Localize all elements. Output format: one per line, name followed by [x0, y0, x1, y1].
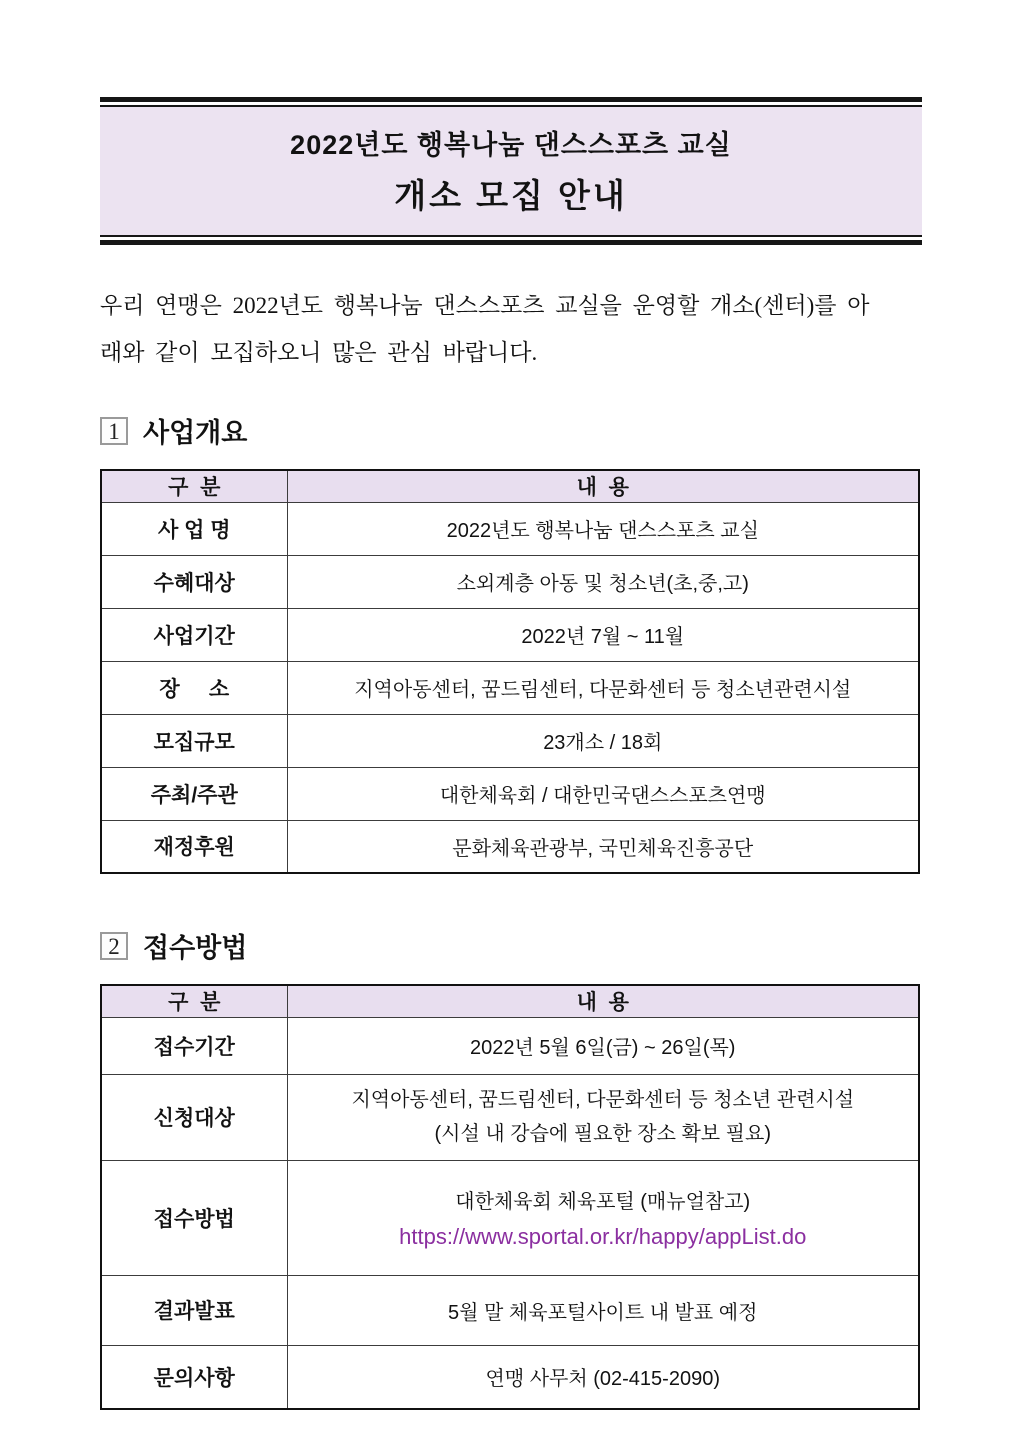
row-label: 장 소 — [101, 661, 287, 714]
row-label: 결과발표 — [101, 1275, 287, 1345]
row-value: 2022년도 행복나눔 댄스스포츠 교실 — [287, 502, 919, 555]
table-row — [101, 555, 919, 608]
table-row — [101, 1017, 919, 1074]
intro-line2: 래와 같이 모집하오니 많은 관심 바랍니다. — [100, 340, 538, 365]
row-value-line2: (시설 내 강습에 필요한 장소 확보 필요) — [434, 1123, 771, 1145]
row-value: 소외계층 아동 및 청소년(초,중,고) — [287, 555, 919, 608]
section-title: 접수방법 — [143, 933, 248, 963]
row-value: 지역아동센터, 꿈드림센터, 다문화센터 등 청소년관련시설 — [287, 661, 919, 714]
table-row — [101, 502, 919, 555]
section-heading-business-overview — [100, 411, 922, 450]
intro-line1: 우리 연맹은 2022년도 행복나눔 댄스스포츠 교실을 운영할 개소(센터)를 아 — [100, 293, 870, 318]
row-value: 문화체육관광부, 국민체육진흥공단 — [287, 820, 919, 873]
row-value-line1: 지역아동센터, 꿈드림센터, 다문화센터 등 청소년 관련시설 — [351, 1089, 855, 1111]
business-overview-table — [100, 469, 920, 874]
table-row — [101, 767, 919, 820]
row-label: 신청대상 — [101, 1074, 287, 1160]
header-cell-category: 구 분 — [101, 470, 287, 502]
table-row — [101, 1160, 919, 1275]
section-number-box: 1 — [100, 417, 128, 445]
section-number-box: 2 — [100, 932, 128, 960]
header-cell-content: 내 용 — [287, 470, 919, 502]
row-value: 대한체육회 / 대한민국댄스스포츠연맹 — [287, 767, 919, 820]
row-label: 사 업 명 — [101, 502, 287, 555]
row-label: 문의사항 — [101, 1345, 287, 1409]
banner-title-line1: 2022년도 행복나눔 댄스스포츠 교실 — [290, 130, 732, 160]
table-row — [101, 661, 919, 714]
row-label: 수혜대상 — [101, 555, 287, 608]
application-method-table — [100, 984, 920, 1410]
table-row — [101, 1074, 919, 1160]
section-heading-application-method — [100, 926, 922, 965]
table-row — [101, 820, 919, 873]
table-row — [101, 714, 919, 767]
row-label: 주최/주관 — [101, 767, 287, 820]
row-value: 2022년 5월 6일(금) ~ 26일(목) — [287, 1017, 919, 1074]
title-banner-inner — [100, 105, 922, 237]
row-value — [287, 1074, 919, 1160]
row-label: 사업기간 — [101, 608, 287, 661]
title-banner — [100, 97, 922, 245]
table-row — [101, 1345, 919, 1409]
banner-title-line2: 개소 모집 안내 — [394, 177, 628, 214]
row-value — [287, 1160, 919, 1275]
header-cell-category: 구 분 — [101, 985, 287, 1017]
table-header-row — [101, 985, 919, 1017]
row-value: 2022년 7월 ~ 11월 — [287, 608, 919, 661]
row-label: 재정후원 — [101, 820, 287, 873]
row-value: 5월 말 체육포털사이트 내 발표 예정 — [287, 1275, 919, 1345]
row-value: 23개소 / 18회 — [287, 714, 919, 767]
row-label: 접수방법 — [101, 1160, 287, 1275]
table-row — [101, 608, 919, 661]
table-header-row — [101, 470, 919, 502]
row-value-line1: 대한체육회 체육포털 (매뉴얼참고) — [455, 1191, 751, 1213]
row-label: 접수기간 — [101, 1017, 287, 1074]
intro-paragraph — [100, 282, 922, 376]
header-cell-content: 내 용 — [287, 985, 919, 1017]
row-value: 연맹 사무처 (02-415-2090) — [287, 1345, 919, 1409]
table-row — [101, 1275, 919, 1345]
section-title: 사업개요 — [143, 418, 248, 448]
row-label: 모집규모 — [101, 714, 287, 767]
portal-link[interactable]: https://www.sportal.or.kr/happy/appList.do — [399, 1224, 807, 1249]
